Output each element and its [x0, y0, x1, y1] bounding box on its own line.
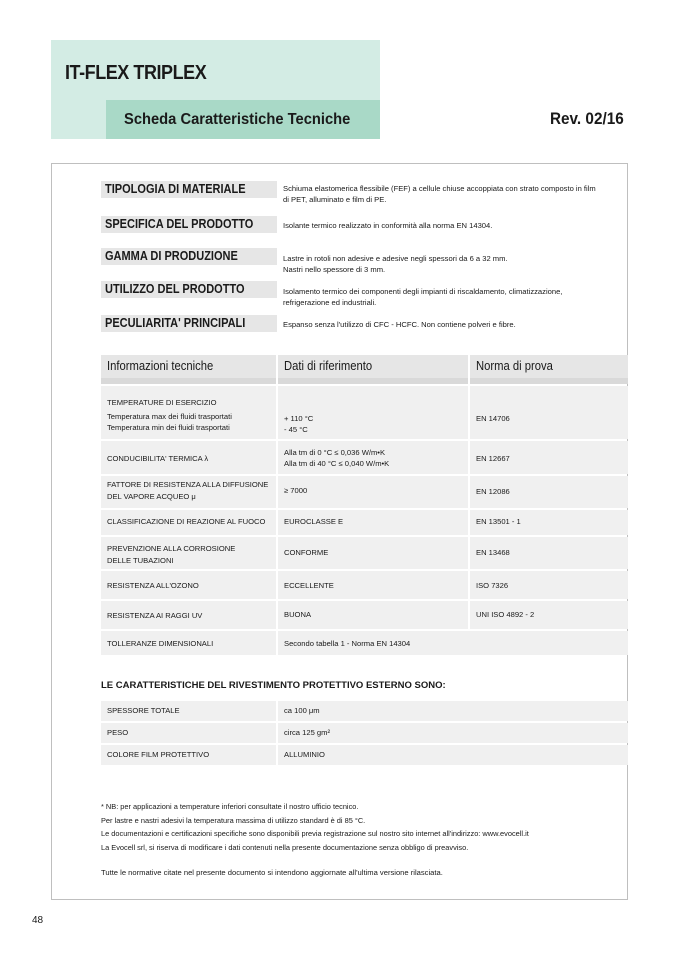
property-cell: PREVENZIONE ALLA CORROSIONE DELLE TUBAZIONI: [101, 537, 276, 569]
overview-text: Isolamento termico dei componenti degli impianti di riscaldamento, climatizzazione, refrigerazione ed industriali.: [283, 287, 563, 307]
coating-row: [101, 745, 628, 765]
norm-cell: EN 12667: [470, 441, 628, 474]
product-title: IT-FLEX TRIPLEX: [65, 62, 207, 84]
overview-text: Isolante termico realizzato in conformità alla norma EN 14304.: [283, 221, 493, 230]
norm-cell: EN 12086: [470, 476, 628, 508]
norm-cell: EN 14706: [470, 386, 628, 439]
property-cell: RESISTENZA AI RAGGI UV: [101, 601, 276, 629]
column-header-norm: Norma di prova: [470, 355, 628, 378]
coating-row: [101, 723, 628, 743]
column-header-data: Dati di riferimento: [278, 355, 468, 378]
note-line: Per lastre e nastri adesivi la temperatura massima di utilizzo standard è di 85 °C.: [101, 815, 366, 825]
overview-label: SPECIFICA DEL PRODOTTO: [101, 216, 277, 233]
data-cell: BUONA: [278, 601, 468, 629]
data-cell: EUROCLASSE E: [278, 510, 468, 535]
table-row: [101, 571, 628, 599]
property-cell: CLASSIFICAZIONE DI REAZIONE AL FUOCO: [101, 510, 276, 535]
norm-cell: EN 13468: [470, 537, 628, 569]
revision-label: Rev. 02/16: [550, 109, 624, 128]
data-cell: Secondo tabella 1 - Norma EN 14304: [278, 631, 628, 655]
subtitle: Scheda Caratteristiche Tecniche: [124, 111, 351, 128]
property-cell: FATTORE DI RESISTENZA ALLA DIFFUSIONE DEL VAPORE ACQUEO μ: [101, 476, 276, 508]
table-row: [101, 537, 628, 569]
subtitle-band: [106, 100, 380, 139]
property-cell: CONDUCIBILITA' TERMICA λ: [101, 441, 276, 474]
overview-label: PECULIARITA' PRINCIPALI: [101, 315, 277, 332]
table-row: [101, 386, 628, 439]
overview-text: Schiuma elastomerica flessibile (FEF) a cellule chiuse accoppiata con strato composto in film di PET, alluminato e film di PE.: [283, 184, 596, 204]
note-line: * NB: per applicazioni a temperature inferiori consultate il nostro ufficio tecnico.: [101, 802, 359, 811]
coating-row: [101, 701, 628, 721]
norm-cell: UNI ISO 4892 - 2: [470, 601, 628, 629]
overview-label: TIPOLOGIA DI MATERIALE: [101, 181, 277, 198]
data-cell: ECCELLENTE: [278, 571, 468, 599]
property-cell: RESISTENZA ALL'OZONO: [101, 571, 276, 599]
data-cell: Alla tm di 0 °C ≤ 0,036 W/m•K Alla tm di 40 °C ≤ 0,040 W/m•K: [278, 441, 468, 474]
overview-label: GAMMA DI PRODUZIONE: [101, 248, 277, 265]
overview-text: Espanso senza l'utilizzo di CFC - HCFC. Non contiene polveri e fibre.: [283, 320, 516, 329]
table-row: [101, 510, 628, 535]
coating-value: ALLUMINIO: [278, 745, 628, 765]
property-cell: TOLLERANZE DIMENSIONALI: [101, 631, 276, 655]
coating-value: ca 100 μm: [278, 701, 628, 721]
norm-cell: EN 13501 - 1: [470, 510, 628, 535]
coating-label: COLORE FILM PROTETTIVO: [101, 745, 276, 765]
data-cell: CONFORME: [278, 537, 468, 569]
coating-section-title: LE CARATTERISTICHE DEL RIVESTIMENTO PROTETTIVO ESTERNO SONO:: [101, 680, 446, 691]
page-number: 48: [32, 915, 44, 926]
property-cell: TEMPERATURE DI ESERCIZIO Temperatura max dei fluidi trasportati Temperatura min dei fluidi trasportati: [101, 386, 276, 439]
table-row: [101, 601, 628, 629]
header-divider: [278, 378, 468, 384]
data-cell: ≥ 7000: [278, 476, 468, 508]
notes: [101, 800, 529, 855]
data-cell: + 110 °C - 45 °C: [278, 386, 468, 439]
norm-cell: ISO 7326: [470, 571, 628, 599]
header-divider: [101, 378, 276, 384]
note-line: La Evocell srl, si riserva di modificare i dati contenuti nella presente documentazione senza obbligo di preavviso.: [101, 843, 469, 853]
coating-label: SPESSORE TOTALE: [101, 701, 276, 721]
table-row: [101, 631, 628, 655]
overview-text: Lastre in rotoli non adesive e adesive negli spessori da 6 a 32 mm. Nastri nello spessore di 3 mm.: [283, 254, 508, 274]
footnote: Tutte le normative citate nel presente documento si intendono aggiornate all'ultima versione rilasciata.: [101, 868, 443, 877]
column-header-property: Informazioni tecniche: [101, 355, 276, 378]
table-row: [101, 441, 628, 474]
overview-label: UTILIZZO DEL PRODOTTO: [101, 281, 277, 298]
table-row: [101, 476, 628, 508]
note-line: Le documentazioni e certificazioni specifiche sono disponibili previa registrazione sul nostro sito internet all'indirizzo: www.evocell.it: [101, 829, 529, 839]
coating-value: circa 125 gm²: [278, 723, 628, 743]
header-divider: [470, 378, 628, 384]
coating-label: PESO: [101, 723, 276, 743]
